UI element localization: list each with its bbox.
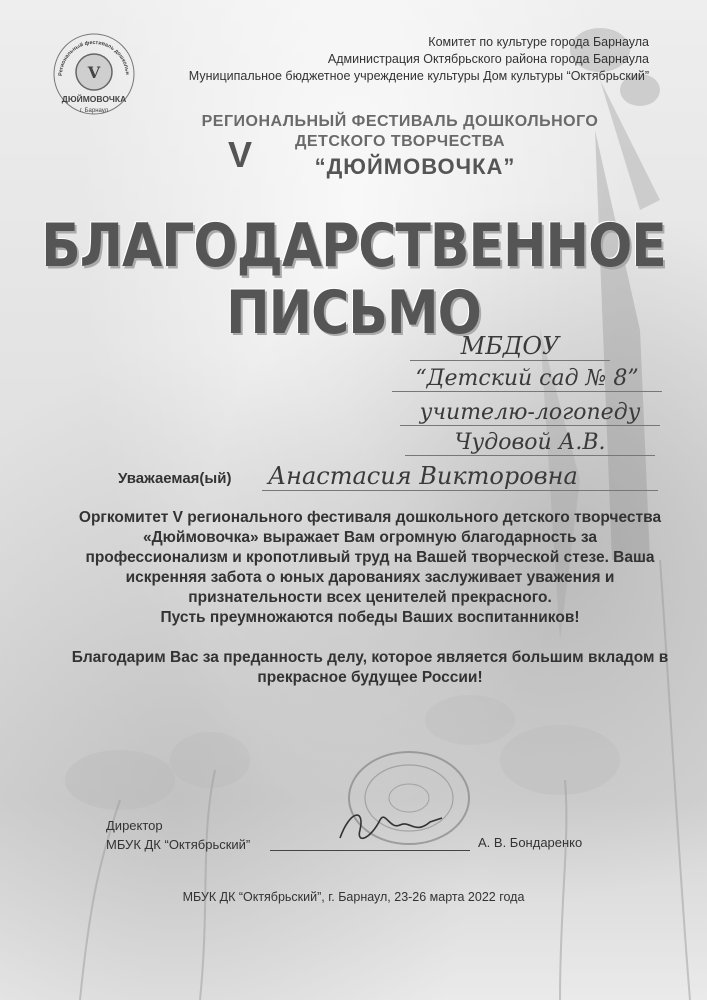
issuer-line-institution: Муниципальное бюджетное учреждение культуры Дом культуры “Октябрьский” bbox=[188, 69, 649, 83]
logo-arc-text: Региональный фестиваль дошкольн bbox=[57, 39, 131, 77]
festival-line-2: ДЕТСКОГО ТВОРЧЕСТВА bbox=[294, 133, 506, 150]
body-paragraph-thanks: Благодарим Вас за преданность делу, которое является большим вкладом в прекрасное будущее России! bbox=[71, 649, 669, 686]
logo-festival-name: ДЮЙМОВОЧКА bbox=[61, 94, 127, 104]
title-line-2: ПИСЬМО bbox=[226, 278, 481, 348]
signer-organization: МБУК ДК “Октябрьский” bbox=[106, 837, 251, 852]
handwritten-organization: МБДОУ bbox=[410, 332, 610, 361]
title-line-1: БЛАГОДАРСТВЕННОЕ bbox=[41, 212, 666, 282]
signature-block bbox=[106, 816, 250, 854]
footer-place-date: МБУК ДК “Октябрьский”, г. Барнаул, 23-26 марта 2022 года bbox=[182, 890, 525, 904]
festival-heading bbox=[170, 112, 630, 180]
director-name: А. В. Бондаренко bbox=[478, 835, 583, 850]
document-title bbox=[0, 213, 707, 346]
body-paragraph-gratitude: Оргкомитет V регионального фестиваля дошкольного детского творчества «Дюймовочка» выражает Вам огромную благодарность за профессионализм и кропотливый труд на Вашей творческой стезе. Ваша искренняя забота о юных дарованиях заслуживает уважения и признательности всех ценителей прекрасного. bbox=[78, 509, 662, 606]
festival-roman-numeral: V bbox=[228, 134, 253, 175]
logo-roman-numeral: V bbox=[87, 63, 101, 82]
festival-line-1: РЕГИОНАЛЬНЫЙ ФЕСТИВАЛЬ ДОШКОЛЬНОГО bbox=[201, 113, 599, 130]
handwritten-organization-name: “Детский сад № 8” bbox=[392, 366, 662, 392]
festival-logo bbox=[48, 28, 140, 120]
logo-city: г. Барнаул bbox=[79, 108, 109, 114]
handwritten-recipient-name: Анастасия Викторовна bbox=[262, 462, 658, 491]
festival-name: “ДЮЙМОВОЧКА” bbox=[314, 154, 516, 179]
issuer-line-administration: Администрация Октябрьского района города Барнаула bbox=[327, 52, 649, 66]
letter-body bbox=[70, 508, 670, 688]
handwritten-role: учителю-логопеду bbox=[400, 400, 660, 426]
signature-line bbox=[270, 850, 470, 851]
handwritten-surname: Чудовой А.В. bbox=[405, 430, 655, 456]
issuer-line-committee: Комитет по культуре города Барнаула bbox=[428, 35, 649, 49]
signer-title: Директор bbox=[106, 818, 163, 833]
body-paragraph-wish: Пусть преумножаются победы Ваших воспитанников! bbox=[160, 609, 580, 626]
issuer-header bbox=[129, 34, 649, 85]
greeting-label: Уважаемая(ый) bbox=[118, 470, 232, 487]
director-signature bbox=[330, 800, 450, 850]
